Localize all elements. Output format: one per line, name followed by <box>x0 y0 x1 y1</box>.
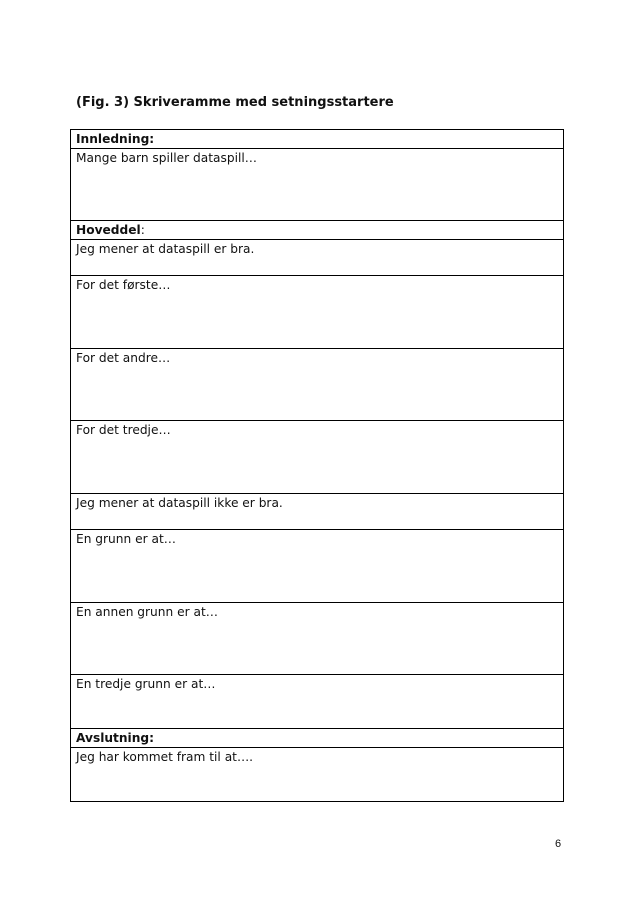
con-statement: Jeg mener at dataspill ikke er bra. <box>71 494 564 530</box>
con-second-starter: En annen grunn er at… <box>71 603 564 675</box>
con-first-starter: En grunn er at… <box>71 530 564 603</box>
main-heading-label: Hoveddel <box>76 223 141 237</box>
pro-statement: Jeg mener at dataspill er bra. <box>71 240 564 276</box>
figure-title: (Fig. 3) Skriveramme med setningsstartere <box>76 95 394 110</box>
intro-heading: Innledning: <box>71 130 564 149</box>
end-heading: Avslutning: <box>71 729 564 748</box>
writing-frame-table <box>70 129 564 802</box>
main-heading-row <box>71 221 564 240</box>
pro-third-starter: For det tredje… <box>71 421 564 494</box>
con-first-row <box>71 530 564 603</box>
pro-first-starter: For det første… <box>71 276 564 349</box>
main-heading-colon: : <box>140 223 145 237</box>
main-heading <box>71 221 564 240</box>
page-number: 6 <box>555 838 562 850</box>
pro-second-starter: For det andre… <box>71 349 564 421</box>
end-heading-row <box>71 729 564 748</box>
end-writing-row <box>71 748 564 802</box>
pro-third-row <box>71 421 564 494</box>
pro-first-row <box>71 276 564 349</box>
intro-heading-row <box>71 130 564 149</box>
con-third-starter: En tredje grunn er at… <box>71 675 564 729</box>
con-third-row <box>71 675 564 729</box>
con-second-row <box>71 603 564 675</box>
intro-writing-row <box>71 149 564 221</box>
end-starter: Jeg har kommet fram til at…. <box>71 748 564 802</box>
con-statement-row <box>71 494 564 530</box>
pro-second-row <box>71 349 564 421</box>
intro-starter: Mange barn spiller dataspill… <box>71 149 564 221</box>
pro-statement-row <box>71 240 564 276</box>
